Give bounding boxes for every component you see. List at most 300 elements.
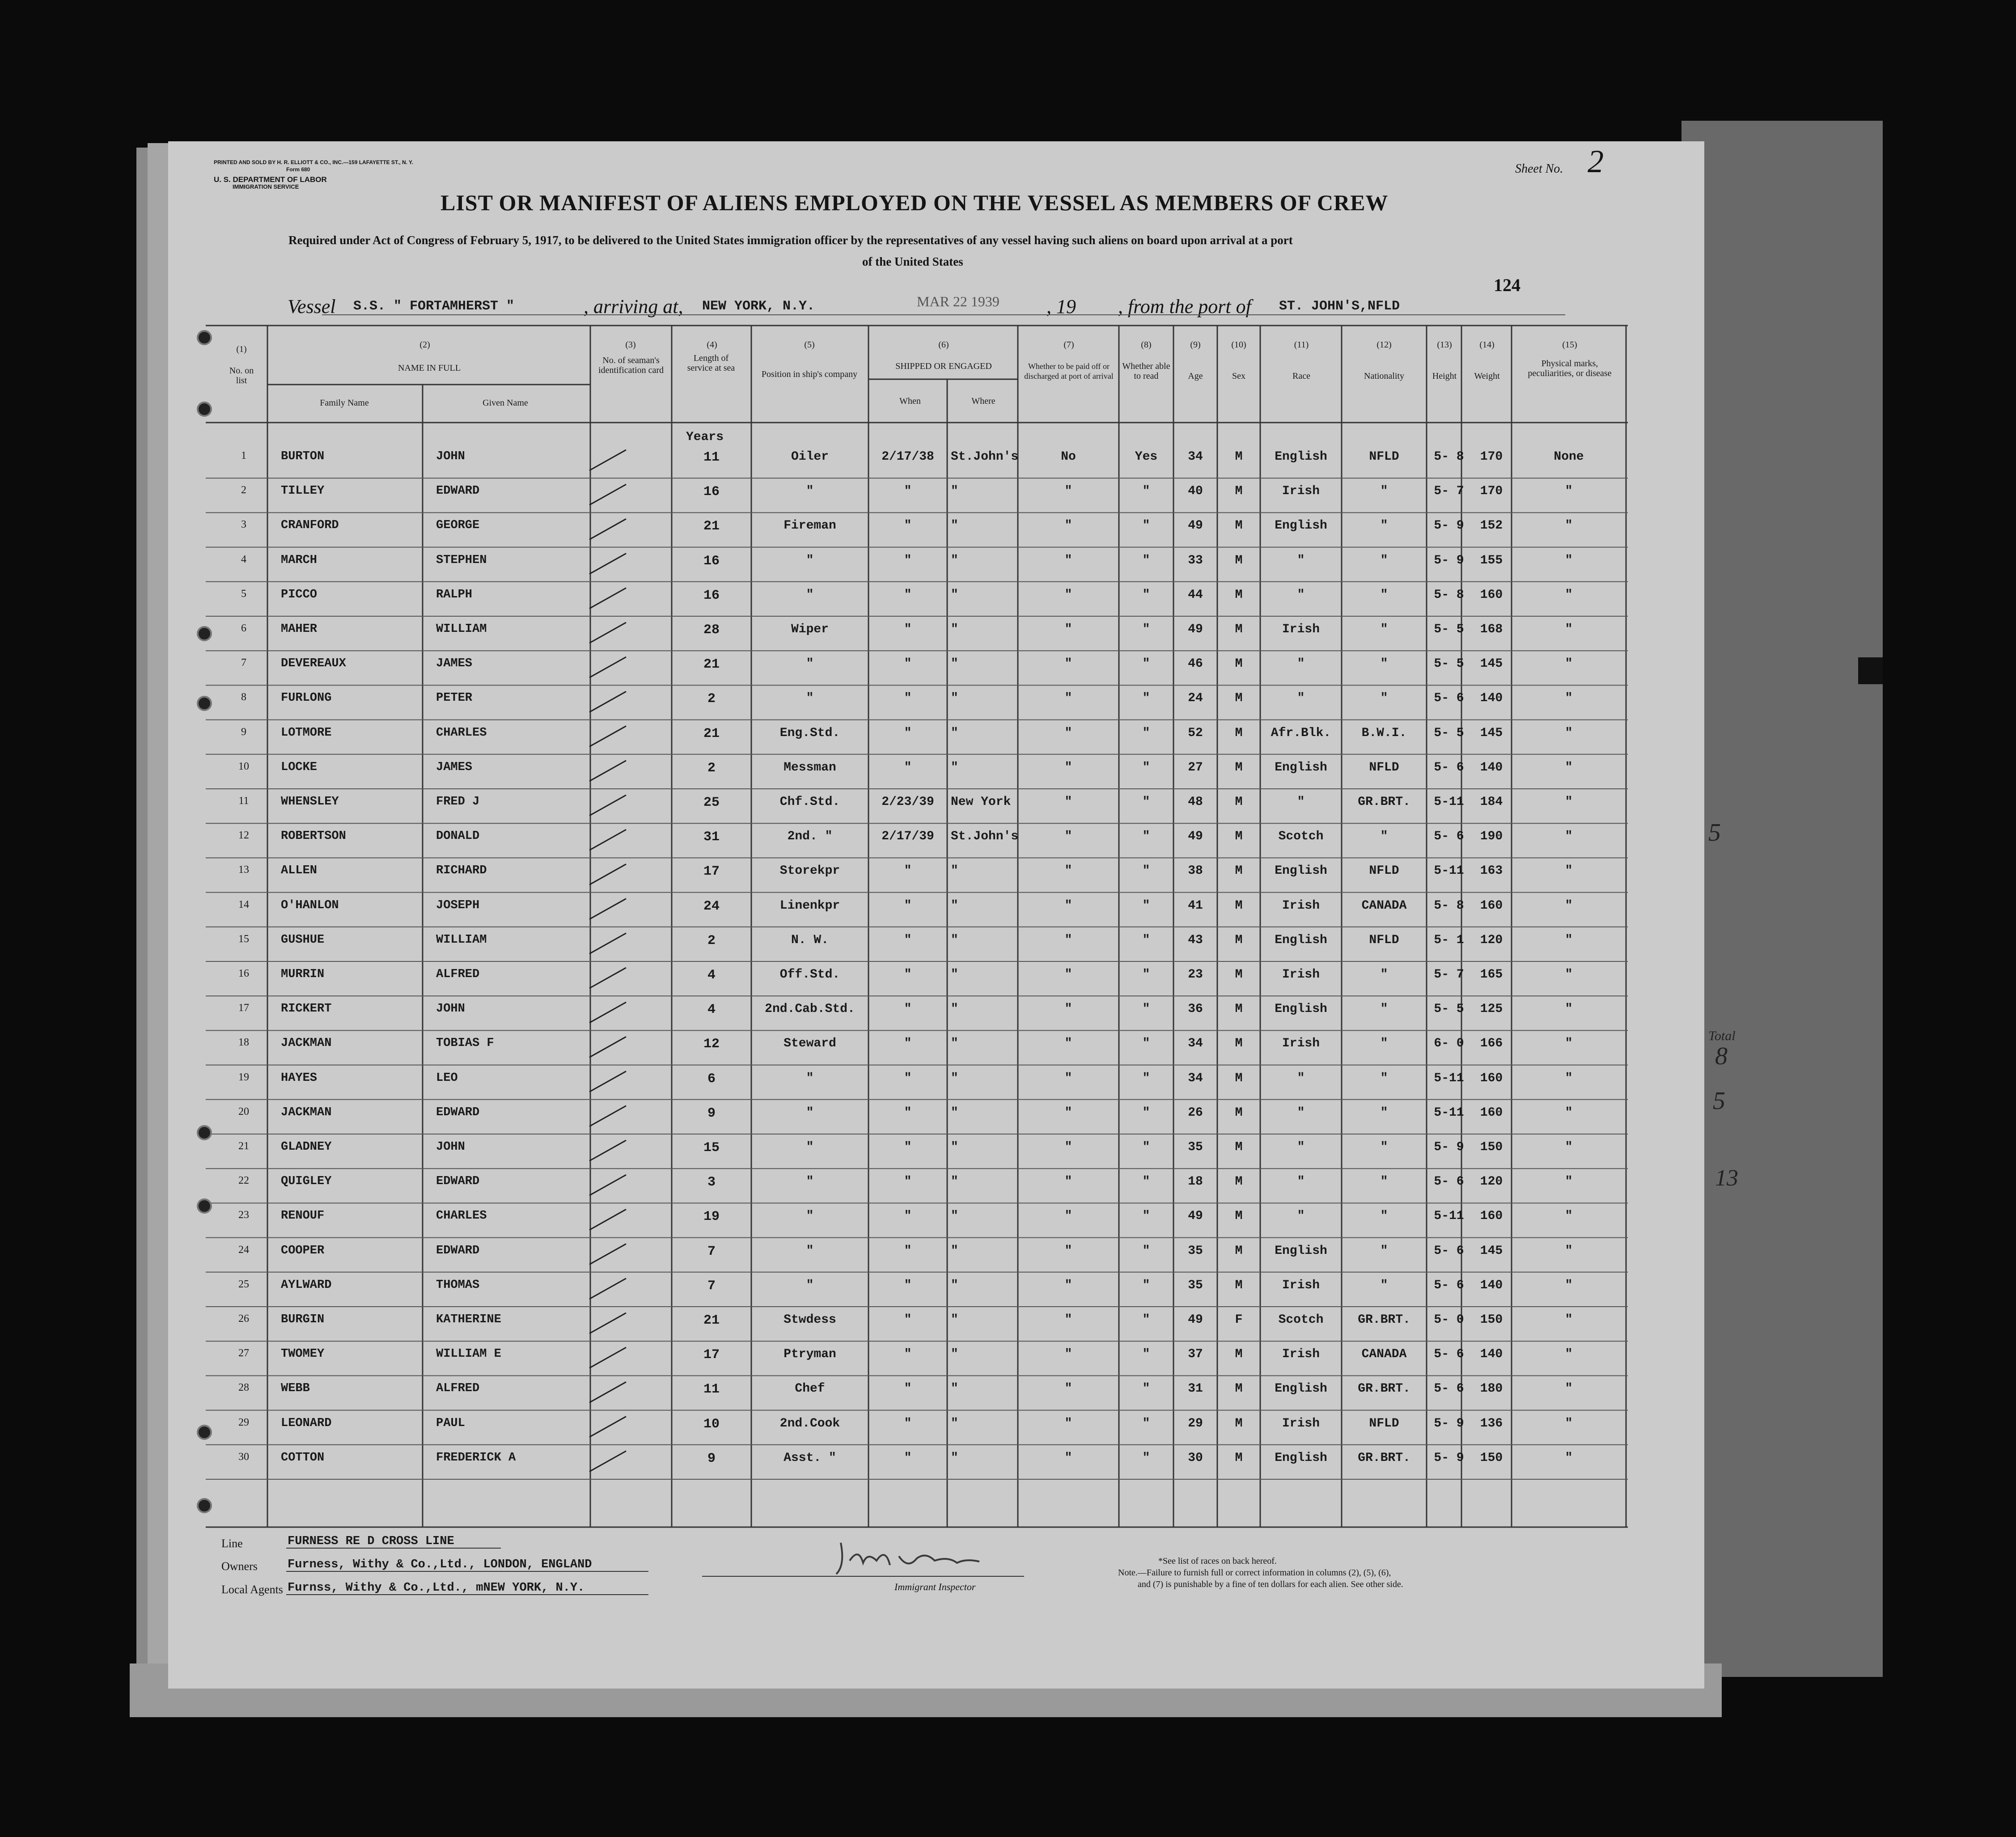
cell-service: 4 — [707, 968, 716, 983]
cell-sex: M — [1235, 588, 1243, 602]
cell-sex: M — [1235, 1071, 1243, 1085]
cell-where: " — [951, 1209, 958, 1223]
cell-given: RALPH — [436, 588, 473, 601]
cell-race: English — [1275, 864, 1327, 878]
cell-marks: " — [1565, 726, 1573, 740]
id-card-check-mark — [589, 1347, 626, 1368]
cell-race: English — [1275, 1451, 1327, 1465]
cell-where: " — [951, 1313, 958, 1327]
cell-paid: " — [1064, 1209, 1072, 1223]
cell-where: " — [951, 1140, 958, 1154]
cell-service: 11 — [703, 1382, 720, 1397]
cell-family: JACKMAN — [281, 1105, 332, 1119]
cell-no: 5 — [241, 588, 246, 600]
cell-read: " — [1142, 726, 1150, 740]
cell-given: WILLIAM — [436, 622, 487, 636]
cell-marks: " — [1565, 830, 1573, 844]
cell-height: 5-11 — [1434, 864, 1464, 878]
cell-nat: " — [1380, 1244, 1388, 1258]
cell-service: 15 — [703, 1140, 720, 1156]
cell-height: 5- 6 — [1434, 830, 1464, 844]
cell-when: " — [904, 1382, 912, 1396]
cell-no: 14 — [238, 898, 249, 910]
cell-height: 5- 9 — [1434, 1451, 1464, 1465]
binder-hole — [197, 1198, 212, 1214]
cell-nat: CANADA — [1361, 1347, 1407, 1362]
cell-family: COOPER — [281, 1244, 325, 1257]
cell-race: Irish — [1282, 1278, 1320, 1292]
cell-when: " — [904, 760, 912, 775]
margin-note: 5 — [1713, 1087, 1725, 1115]
cell-sex: M — [1235, 760, 1243, 775]
cell-sex: M — [1235, 795, 1243, 809]
cell-when: " — [904, 588, 912, 602]
id-card-check-mark — [589, 1244, 626, 1265]
cell-position: Wiper — [791, 622, 829, 636]
col2-num: (2) — [419, 340, 430, 350]
cell-given: JOHN — [436, 1002, 465, 1016]
cell-no: 12 — [238, 830, 249, 842]
cell-position: Steward — [784, 1037, 836, 1051]
cell-read: " — [1142, 1278, 1150, 1292]
cell-race: " — [1297, 588, 1305, 602]
cell-sex: M — [1235, 657, 1243, 671]
cell-marks: " — [1565, 1002, 1573, 1016]
cell-when: " — [904, 1416, 912, 1431]
cell-where: " — [951, 519, 958, 533]
cell-no: 9 — [241, 726, 246, 738]
cell-family: RICKERT — [281, 1002, 332, 1016]
cell-race: Irish — [1282, 968, 1320, 982]
cell-height: 5- 6 — [1434, 1175, 1464, 1189]
cell-height: 5- 9 — [1434, 519, 1464, 533]
cell-where: " — [951, 657, 958, 671]
arrival-port: NEW YORK, N.Y. — [702, 299, 815, 314]
cell-paid: " — [1064, 1451, 1072, 1465]
cell-height: 5- 8 — [1434, 450, 1464, 464]
col8-num: (8) — [1141, 340, 1152, 350]
cell-no: 24 — [238, 1244, 249, 1256]
cell-family: BURTON — [281, 450, 325, 463]
cell-race: " — [1297, 1140, 1305, 1154]
cell-family: FURLONG — [281, 691, 332, 705]
cell-given: GEORGE — [436, 519, 480, 533]
cell-position: Asst. " — [784, 1451, 836, 1465]
cell-height: 5- 8 — [1434, 898, 1464, 913]
cell-position: Fireman — [784, 519, 836, 533]
cell-family: DEVEREAUX — [281, 657, 346, 671]
cell-when: " — [904, 1313, 912, 1327]
cell-sex: M — [1235, 622, 1243, 636]
cell-height: 5- 9 — [1434, 553, 1464, 567]
cell-nat: " — [1380, 1037, 1388, 1051]
cell-given: EDWARD — [436, 484, 480, 498]
cell-family: MARCH — [281, 553, 318, 567]
id-card-check-mark — [589, 1209, 626, 1230]
cell-given: CHARLES — [436, 1209, 487, 1223]
cell-where: " — [951, 1071, 958, 1085]
cell-weight: 145 — [1480, 657, 1503, 671]
cell-family: COTTON — [281, 1451, 325, 1465]
cell-race: Irish — [1282, 622, 1320, 636]
cell-no: 1 — [241, 450, 246, 461]
cell-family: TWOMEY — [281, 1347, 325, 1361]
line-value: FURNESS RE D CROSS LINE — [288, 1535, 454, 1548]
cell-service: 2 — [707, 933, 716, 948]
years-label: Years — [686, 430, 724, 444]
cell-position: N. W. — [791, 933, 829, 947]
cell-race: Irish — [1282, 1037, 1320, 1051]
id-card-check-mark — [589, 691, 626, 712]
cell-given: WILLIAM — [436, 933, 487, 947]
cell-age: 37 — [1188, 1347, 1203, 1362]
cell-age: 40 — [1188, 484, 1203, 499]
col2a-header: Family Name — [320, 398, 369, 408]
cell-weight: 160 — [1480, 588, 1503, 602]
cell-age: 18 — [1188, 1175, 1203, 1189]
id-card-check-mark — [589, 450, 626, 470]
cell-position: " — [806, 1244, 814, 1258]
cell-height: 6- 0 — [1434, 1037, 1464, 1051]
cell-race: Irish — [1282, 1416, 1320, 1431]
cell-paid: " — [1064, 864, 1072, 878]
cell-race: Scotch — [1278, 830, 1324, 844]
cell-read: " — [1142, 553, 1150, 567]
cell-race: " — [1297, 553, 1305, 567]
cell-sex: M — [1235, 1451, 1243, 1465]
cell-marks: " — [1565, 1140, 1573, 1154]
cell-where: " — [951, 1002, 958, 1016]
cell-read: " — [1142, 1244, 1150, 1258]
cell-given: FREDERICK A — [436, 1451, 516, 1465]
cell-nat: NFLD — [1369, 864, 1399, 878]
cell-race: " — [1297, 1071, 1305, 1085]
cell-weight: 150 — [1480, 1140, 1503, 1154]
id-card-check-mark — [589, 622, 626, 643]
cell-age: 34 — [1188, 1037, 1203, 1051]
cell-height: 5- 8 — [1434, 588, 1464, 602]
cell-service: 4 — [707, 1002, 716, 1018]
cell-where: " — [951, 726, 958, 740]
cell-service: 25 — [703, 795, 720, 810]
cell-family: O'HANLON — [281, 898, 339, 912]
cell-when: " — [904, 622, 912, 636]
cell-given: KATHERINE — [436, 1313, 501, 1326]
cell-given: ALFRED — [436, 968, 480, 981]
cell-nat: " — [1380, 484, 1388, 499]
cell-age: 38 — [1188, 864, 1203, 878]
cell-paid: " — [1064, 1244, 1072, 1258]
cell-position: Ptryman — [784, 1347, 836, 1362]
col8-header: Whether able to read — [1122, 361, 1170, 381]
cell-family: ROBERTSON — [281, 830, 346, 843]
cell-when: " — [904, 968, 912, 982]
cell-position: " — [806, 1278, 814, 1292]
cell-paid: " — [1064, 519, 1072, 533]
cell-given: RICHARD — [436, 864, 487, 878]
cell-read: " — [1142, 1382, 1150, 1396]
cell-service: 21 — [703, 519, 720, 534]
cell-sex: M — [1235, 1244, 1243, 1258]
cell-when: " — [904, 1105, 912, 1120]
cell-race: Scotch — [1278, 1313, 1324, 1327]
cell-sex: M — [1235, 1037, 1243, 1051]
cell-weight: 166 — [1480, 1037, 1503, 1051]
cell-race: English — [1275, 1002, 1327, 1016]
binder-hole — [197, 402, 212, 417]
margin-note: 8 — [1715, 1042, 1728, 1070]
col2-header: NAME IN FULL — [398, 363, 461, 373]
signature-rule — [702, 1575, 1024, 1578]
cell-where: " — [951, 484, 958, 499]
cell-no: 8 — [241, 691, 246, 703]
cell-given: LEO — [436, 1071, 458, 1085]
id-card-check-mark — [589, 1140, 626, 1161]
cell-weight: 165 — [1480, 968, 1503, 982]
id-card-check-mark — [589, 933, 626, 954]
cell-when: " — [904, 933, 912, 947]
cell-paid: " — [1064, 933, 1072, 947]
cell-marks: " — [1565, 795, 1573, 809]
cell-read: " — [1142, 1037, 1150, 1051]
cell-where: " — [951, 1347, 958, 1362]
cell-no: 6 — [241, 622, 246, 634]
cell-service: 17 — [703, 864, 720, 880]
cell-service: 21 — [703, 657, 720, 673]
cell-read: " — [1142, 864, 1150, 878]
cell-marks: " — [1565, 1416, 1573, 1431]
id-card-check-mark — [589, 968, 626, 988]
cell-age: 26 — [1188, 1105, 1203, 1120]
cell-read: " — [1142, 1451, 1150, 1465]
cell-read: " — [1142, 691, 1150, 706]
cell-height: 5- 6 — [1434, 1244, 1464, 1258]
cell-marks: " — [1565, 657, 1573, 671]
cell-read: " — [1142, 657, 1150, 671]
cell-position: " — [806, 553, 814, 567]
cell-height: 5-11 — [1434, 1105, 1464, 1120]
cell-where: New York — [951, 795, 1011, 809]
vessel-line-rule — [322, 313, 1565, 317]
cell-when: " — [904, 726, 912, 740]
penalty-note: Note.—Failure to furnish full or correct information in columns (2), (5), (6), — [1118, 1568, 1391, 1578]
cell-when: " — [904, 691, 912, 706]
col3-num: (3) — [625, 340, 636, 350]
cell-no: 10 — [238, 760, 249, 772]
cell-where: " — [951, 622, 958, 636]
cell-given: EDWARD — [436, 1105, 480, 1119]
cell-marks: " — [1565, 622, 1573, 636]
cell-read: " — [1142, 588, 1150, 602]
cell-where: " — [951, 553, 958, 567]
cell-race: English — [1275, 519, 1327, 533]
cell-marks: None — [1554, 450, 1584, 464]
cell-nat: " — [1380, 1002, 1388, 1016]
cell-weight: 140 — [1480, 1278, 1503, 1292]
sheet-number: 2 — [1588, 144, 1604, 179]
arriving-label: , arriving at, — [584, 296, 683, 317]
cell-where: " — [951, 691, 958, 706]
cell-marks: " — [1565, 1071, 1573, 1085]
cell-no: 15 — [238, 933, 249, 945]
cell-service: 9 — [707, 1105, 716, 1121]
cell-marks: " — [1565, 1451, 1573, 1465]
cell-where: St.John's — [951, 450, 1019, 464]
cell-service: 7 — [707, 1244, 716, 1259]
cell-weight: 136 — [1480, 1416, 1503, 1431]
cell-given: JAMES — [436, 760, 473, 774]
cell-position: Off.Std. — [779, 968, 840, 982]
from-port-label: , from the port of — [1118, 296, 1251, 317]
cell-height: 5- 6 — [1434, 1347, 1464, 1362]
col5-num: (5) — [804, 340, 815, 350]
col3-header: No. of seaman's identification card — [598, 356, 664, 375]
cell-position: Oiler — [791, 450, 829, 464]
cell-no: 30 — [238, 1451, 249, 1463]
cell-when: " — [904, 1278, 912, 1292]
cell-age: 35 — [1188, 1278, 1203, 1292]
year-label: , 19 — [1046, 296, 1076, 317]
cell-given: JOHN — [436, 1140, 465, 1154]
cell-paid: " — [1064, 1105, 1072, 1120]
cell-service: 16 — [703, 484, 720, 500]
col14-num: (14) — [1479, 340, 1495, 350]
cell-given: JAMES — [436, 657, 473, 671]
cell-nat: " — [1380, 657, 1388, 671]
cell-read: " — [1142, 622, 1150, 636]
cell-weight: 140 — [1480, 1347, 1503, 1362]
cell-position: " — [806, 1105, 814, 1120]
cell-no: 23 — [238, 1209, 249, 1221]
cell-position: Linenkpr — [779, 898, 840, 913]
cell-sex: M — [1235, 933, 1243, 947]
cell-paid: " — [1064, 1071, 1072, 1085]
cell-age: 35 — [1188, 1140, 1203, 1154]
cell-service: 16 — [703, 553, 720, 569]
agents-value: Furnss, Withy & Co.,Ltd., mNEW YORK, N.Y. — [288, 1581, 585, 1595]
cell-no: 4 — [241, 553, 246, 565]
col4-header: Length of service at sea — [687, 353, 735, 373]
cell-no: 11 — [238, 795, 249, 807]
cell-read: " — [1142, 898, 1150, 913]
cell-service: 16 — [703, 588, 720, 603]
vessel-label: Vessel — [288, 296, 336, 317]
cell-read: " — [1142, 484, 1150, 499]
col13-header: Height — [1432, 371, 1457, 381]
cell-nat: GR.BRT. — [1358, 1313, 1410, 1327]
cell-family: LOCKE — [281, 760, 318, 774]
cell-sex: M — [1235, 484, 1243, 499]
cell-where: " — [951, 760, 958, 775]
cell-sex: F — [1235, 1313, 1243, 1327]
id-card-check-mark — [589, 830, 626, 850]
cell-given: EDWARD — [436, 1175, 480, 1189]
col7-header: Whether to be paid off or discharged at port of arrival — [1024, 362, 1114, 381]
cell-paid: " — [1064, 726, 1072, 740]
cell-no: 28 — [238, 1382, 249, 1394]
cell-sex: M — [1235, 691, 1243, 706]
col9-num: (9) — [1190, 340, 1201, 350]
cell-age: 27 — [1188, 760, 1203, 775]
cell-height: 5-11 — [1434, 1071, 1464, 1085]
cell-weight: 180 — [1480, 1382, 1503, 1396]
cell-nat: NFLD — [1369, 760, 1399, 775]
col12-header: Nationality — [1364, 371, 1404, 381]
cell-marks: " — [1565, 1347, 1573, 1362]
col12-num: (12) — [1376, 340, 1392, 350]
col1-num: (1) — [236, 344, 247, 354]
cell-age: 34 — [1188, 1071, 1203, 1085]
binder-hole — [197, 1425, 212, 1440]
cell-height: 5- 6 — [1434, 1382, 1464, 1396]
cell-marks: " — [1565, 1278, 1573, 1292]
cell-weight: 125 — [1480, 1002, 1503, 1016]
col6-num: (6) — [938, 340, 949, 350]
binder-hole — [197, 1498, 212, 1513]
cell-height: 5- 0 — [1434, 1313, 1464, 1327]
cell-weight: 155 — [1480, 553, 1503, 567]
cell-no: 27 — [238, 1347, 249, 1359]
cell-nat: " — [1380, 588, 1388, 602]
cell-given: PETER — [436, 691, 473, 705]
cell-sex: M — [1235, 450, 1243, 464]
cell-where: " — [951, 588, 958, 602]
cell-position: " — [806, 1071, 814, 1085]
cell-nat: " — [1380, 1278, 1388, 1292]
cell-marks: " — [1565, 760, 1573, 775]
cell-marks: " — [1565, 1175, 1573, 1189]
cell-service: 9 — [707, 1451, 716, 1466]
cell-paid: " — [1064, 622, 1072, 636]
cell-height: 5- 5 — [1434, 622, 1464, 636]
cell-weight: 152 — [1480, 519, 1503, 533]
cell-position: Chef — [795, 1382, 825, 1396]
cell-height: 5- 1 — [1434, 933, 1464, 947]
cell-family: AYLWARD — [281, 1278, 332, 1292]
cell-age: 46 — [1188, 657, 1203, 671]
cell-marks: " — [1565, 484, 1573, 499]
id-card-check-mark — [589, 726, 626, 747]
cell-no: 29 — [238, 1416, 249, 1428]
cell-no: 3 — [241, 519, 246, 531]
cell-paid: " — [1064, 1347, 1072, 1362]
col11-num: (11) — [1294, 340, 1309, 350]
col6b-header: Where — [971, 396, 995, 406]
cell-sex: M — [1235, 1140, 1243, 1154]
cell-read: " — [1142, 968, 1150, 982]
id-card-check-mark — [589, 554, 626, 574]
cell-race: Irish — [1282, 1347, 1320, 1362]
cell-age: 31 — [1188, 1382, 1203, 1396]
cell-race: " — [1297, 691, 1305, 706]
cell-no: 26 — [238, 1313, 249, 1325]
cell-race: English — [1275, 1382, 1327, 1396]
cell-weight: 140 — [1480, 760, 1503, 775]
cell-age: 49 — [1188, 622, 1203, 636]
cell-no: 13 — [238, 864, 249, 876]
cell-marks: " — [1565, 1313, 1573, 1327]
cell-marks: " — [1565, 968, 1573, 982]
cell-height: 5-11 — [1434, 795, 1464, 809]
cell-nat: GR.BRT. — [1358, 1451, 1410, 1465]
cell-service: 6 — [707, 1071, 716, 1087]
cell-where: " — [951, 1416, 958, 1431]
cell-sex: M — [1235, 1105, 1243, 1120]
cell-weight: 190 — [1480, 830, 1503, 844]
cell-marks: " — [1565, 864, 1573, 878]
id-card-check-mark — [589, 1071, 626, 1092]
cell-age: 41 — [1188, 898, 1203, 913]
